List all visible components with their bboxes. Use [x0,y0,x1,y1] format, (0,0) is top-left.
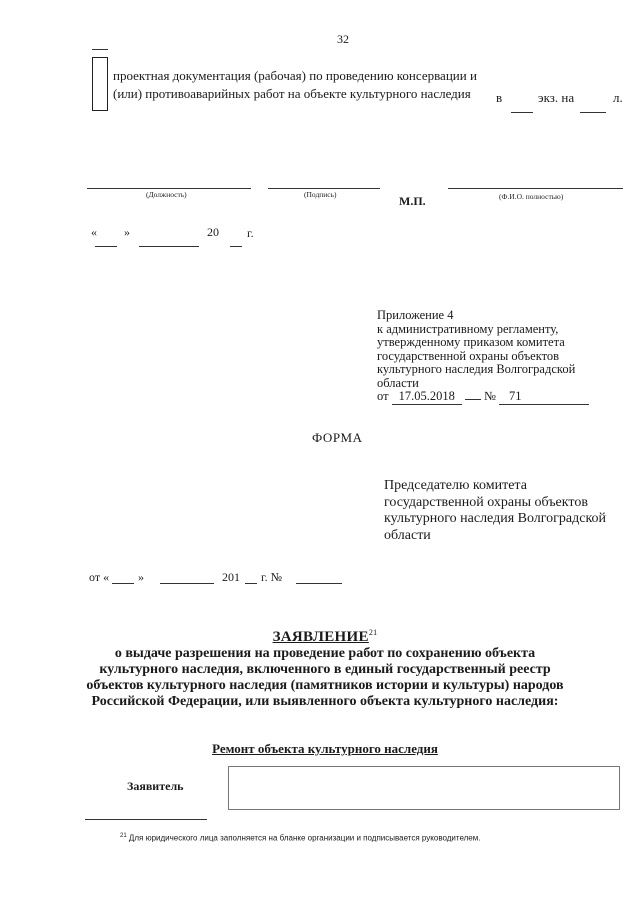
work-type: Ремонт объекта культурного наследия [212,741,438,756]
position-caption: (Должность) [146,190,187,199]
position-line[interactable] [87,188,251,189]
ref-year-prefix: 201 [222,570,240,584]
ref-day-line[interactable] [112,583,134,584]
copies-count-line[interactable] [511,112,533,113]
sheets-label: л. [613,90,623,105]
ref-prefix: от « [89,570,110,584]
application-footnote-mark: 21 [368,628,378,637]
page-number: 32 [337,32,349,46]
full-name-caption: (Ф.И.О. полностью) [499,192,564,201]
addressee: Председателю комитета государственной охраны объектов культурного наследия Волгоградской области [384,478,607,543]
checkbox-top-mark [92,49,108,50]
sheets-count-line[interactable] [580,112,606,113]
appendix-date: 17.05.2018 [392,390,462,405]
document-checkbox[interactable] [92,57,108,111]
date-year-prefix: 20 [207,225,219,239]
date-month-line[interactable] [139,246,199,247]
appendix-title: Приложение 4 [377,308,454,322]
date-close-quote: » [124,225,130,239]
appendix-gap-line [465,399,481,400]
copies-prefix: в [496,90,503,105]
date-year-line[interactable] [230,246,242,247]
footnote [120,833,480,843]
application-title-text: ЗАЯВЛЕНИЕ [272,629,369,645]
ref-year-line[interactable] [245,583,257,584]
seal-label: М.П. [399,194,426,208]
signature-line[interactable] [268,188,380,189]
full-name-line[interactable] [448,188,623,189]
copies-label: экз. на [538,90,575,105]
footnote-mark: 21 [120,833,127,839]
appendix-date-prefix: от [377,389,389,403]
appendix-date-row [377,390,597,405]
appendix-text: к административному регламенту, утвержденному приказом комитета государственной охраны объектов культурного наследия Волгоградской области [377,321,576,390]
application-title [80,628,570,646]
ref-year-suffix: г. № [261,570,283,584]
appendix-block [377,309,597,405]
appendix-number-prefix: № [483,389,496,403]
form-label: ФОРМА [312,430,363,445]
date-open-quote: « [91,225,97,239]
header-item-line-1: проектная документация (рабочая) по проведению консервации и [113,68,477,83]
applicant-field[interactable] [228,766,620,810]
appendix-number: 71 [499,390,589,405]
footnote-rule [85,819,207,820]
ref-number-line[interactable] [296,583,342,584]
application-subtitle: о выдаче разрешения на проведение работ по сохранению объекта культурного наследия, включенного в единый государственный реестр объектов культурного наследия (памятников истории и культуры) народов Российской Федерации, или выявленного объекта культурного наследия: [86,646,564,709]
ref-quote-close: » [138,570,144,584]
header-item-line-2: (или) противоаварийных работ на объекте культурного наследия [113,86,471,101]
date-year-suffix: г. [247,226,254,240]
footnote-text: Для юридического лица заполняется на бланке организации и подписывается руководителем. [128,833,481,843]
applicant-label: Заявитель [127,779,184,793]
ref-month-line[interactable] [160,583,214,584]
signature-caption: (Подпись) [304,190,337,199]
date-day-line[interactable] [95,246,117,247]
